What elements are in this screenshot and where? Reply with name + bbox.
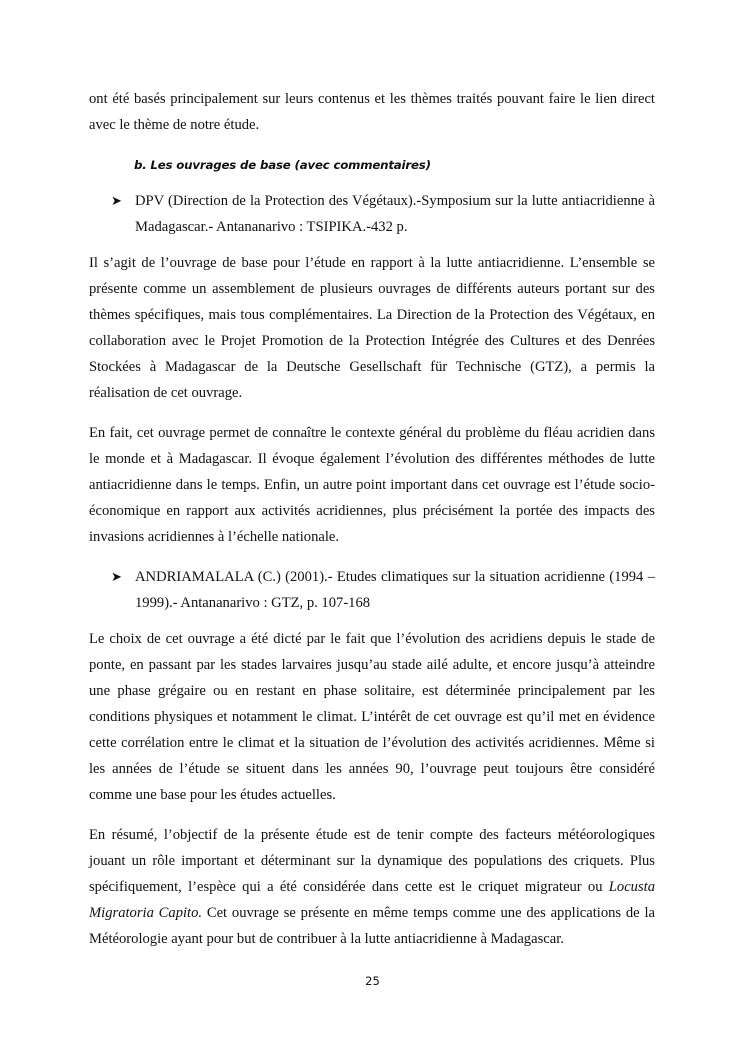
section-heading: b. Les ouvrages de base (avec commentaires) xyxy=(134,158,431,172)
species-name: Locusta Migratoria Capito. xyxy=(89,879,655,921)
summary-text-end: Cet ouvrage se présente en même temps comme une des applications de la Météorologie ayant pour but de contribuer à la lutte antiacridienne à Madagascar. xyxy=(89,905,655,947)
paragraph: Le choix de cet ouvrage a été dicté par le fait que l’évolution des acridiens depuis le stade de ponte, en passant par les stades larvaires jusqu’au stade ailé adulte, et encore jusqu’à atteindre une phase grégaire ou en restant en phase solitaire, est déterminée principalement par les conditions physiques et notamment le climat. L’intérêt de cet ouvrage est qu’il met en évidence cette corrélation entre le climat et la situation de l’évolution des activités acridiennes. Même si les années de l’étude se situent dans les années 90, l’ouvrage peut toujours être considéré comme une base pour les études actuelles. xyxy=(89,631,655,803)
summary-paragraph xyxy=(89,822,655,952)
document-page xyxy=(89,86,655,966)
reference-item xyxy=(89,188,655,240)
summary-text-start: En résumé, l’objectif de la présente étude est de tenir compte des facteurs météorologiques jouant un rôle important et déterminant sur la dynamique des populations des criquets. Plus spécifiquement, l’espèce qui a été considérée dans cette est le criquet migrateur ou xyxy=(89,827,655,895)
paragraph: Il s’agit de l’ouvrage de base pour l’étude en rapport à la lutte antiacridienne. L’ensemble se présente comme un assemblement de plusieurs ouvrages de différents auteurs portant sur des thèmes spécifiques, mais tous complémentaires. La Direction de la Protection des Végétaux, en collaboration avec le Projet Promotion de la Protection Intégrée des Cultures et des Denrées Stockées à Madagascar de la Deutsche Gesellschaft für Technische (GTZ), a permis la réalisation de cet ouvrage. xyxy=(89,255,655,401)
arrow-bullet-icon: ➤ xyxy=(111,193,122,208)
reference-item xyxy=(89,564,655,616)
page-number: 25 xyxy=(365,974,380,988)
reference-text: ANDRIAMALALA (C.) (2001).- Etudes climatiques sur la situation acridienne (1994 – 1999).- Antananarivo : GTZ, p. 107-168 xyxy=(135,569,655,611)
intro-paragraph: ont été basés principalement sur leurs contenus et les thèmes traités pouvant faire le lien direct avec le thème de notre étude. xyxy=(89,91,655,133)
paragraph: En fait, cet ouvrage permet de connaître le contexte général du problème du fléau acridien dans le monde et à Madagascar. Il évoque également l’évolution des différentes méthodes de lutte antiacridienne dans le temps. Enfin, un autre point important dans cet ouvrage est l’étude socio-économique en rapport aux activités acridiennes, plus précisément la portée des impacts des invasions acridiennes à l’échelle nationale. xyxy=(89,425,655,545)
reference-text: DPV (Direction de la Protection des Végétaux).-Symposium sur la lutte antiacridienne à Madagascar.- Antananarivo : TSIPIKA.-432 p. xyxy=(135,193,655,235)
arrow-bullet-icon: ➤ xyxy=(111,569,122,584)
